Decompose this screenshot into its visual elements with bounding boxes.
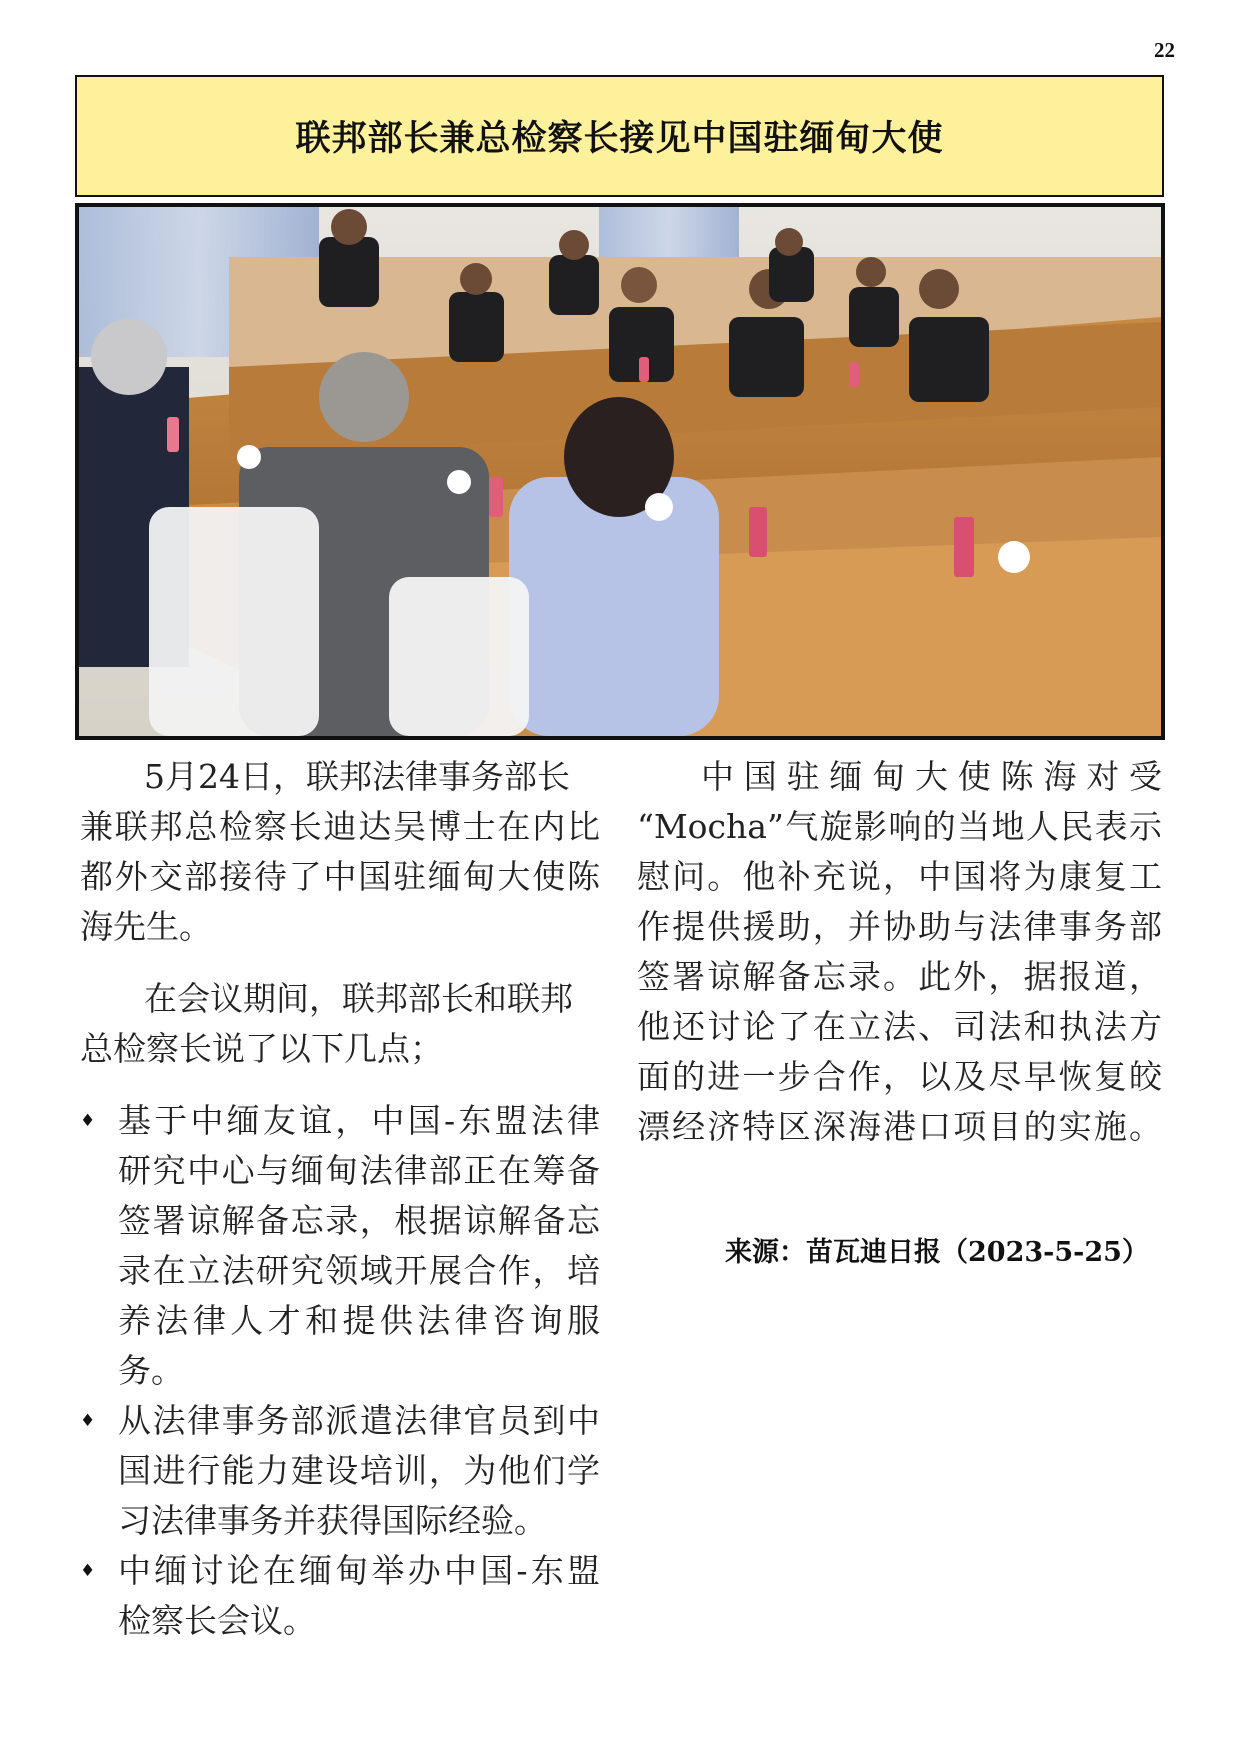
paragraph-line: “Mocha”气旋影响的当地人民表示 (637, 807, 1162, 846)
diamond-bullet-icon: ♦ (80, 1111, 96, 1131)
article-title: 联邦部长兼总检察长接见中国驻缅甸大使 (295, 119, 944, 159)
bullet-item (80, 1546, 600, 1646)
paragraph-line: 海先生。 (80, 907, 212, 946)
bullet-line: 检察长会议。 (118, 1601, 316, 1640)
bullet-line: 养法律人才和提供法律咨询服 (118, 1301, 600, 1340)
left-column (80, 752, 600, 1646)
bullet-line: 基于中缅友谊，中国-东盟法律 (118, 1101, 600, 1140)
paragraph-line: 中国驻缅甸大使陈海对受 (701, 757, 1162, 796)
bullet-line: 中缅讨论在缅甸举办中国-东盟 (118, 1551, 600, 1590)
bullet-line: 录在立法研究领域开展合作，培 (118, 1251, 600, 1290)
bullet-line: 签署谅解备忘录，根据谅解备忘 (118, 1201, 600, 1240)
paragraph-line: 总检察长说了以下几点； (80, 1029, 443, 1068)
paragraph-line: 签署谅解备忘录。此外，据报道， (637, 957, 1162, 996)
paragraph-line: 漂经济特区深海港口项目的实施。 (637, 1107, 1162, 1146)
bullet-line: 从法律事务部派遣法律官员到中 (118, 1401, 600, 1440)
right-column (637, 752, 1162, 1152)
paragraph-line: 5月24日，联邦法律事务部长 (144, 757, 570, 796)
paragraph-line: 兼联邦总检察长迪达吴博士在内比 (80, 807, 600, 846)
page-number: 22 (1154, 38, 1175, 62)
source-citation: 来源：苗瓦迪日报（2023-5-25） (725, 1237, 1149, 1268)
bullet-line: 研究中心与缅甸法律部正在筹备 (118, 1151, 600, 1190)
bullet-item (80, 1396, 600, 1546)
ambassador-paragraph (637, 752, 1162, 1152)
paragraph-line: 在会议期间，联邦部长和联邦 (144, 979, 573, 1018)
paragraph-line: 他还讨论了在立法、司法和执法方 (637, 1007, 1162, 1046)
bullet-line: 习法律事务并获得国际经验。 (118, 1501, 547, 1540)
intro-paragraph (80, 752, 600, 952)
bullet-item (80, 1096, 600, 1396)
diamond-bullet-icon: ♦ (80, 1561, 96, 1581)
paragraph-line: 面的进一步合作，以及尽早恢复皎 (637, 1057, 1162, 1096)
meeting-photo (75, 203, 1165, 740)
paragraph-line: 作提供援助，并协助与法律事务部 (637, 907, 1162, 946)
bullet-line: 务。 (118, 1351, 184, 1390)
bullet-line: 国进行能力建设培训，为他们学 (118, 1451, 600, 1490)
paragraph-line: 慰问。他补充说，中国将为康复工 (637, 857, 1162, 896)
title-banner (75, 75, 1164, 197)
diamond-bullet-icon: ♦ (80, 1411, 96, 1431)
paragraph-line: 都外交部接待了中国驻缅甸大使陈 (80, 857, 600, 896)
meeting-paragraph (80, 974, 600, 1074)
